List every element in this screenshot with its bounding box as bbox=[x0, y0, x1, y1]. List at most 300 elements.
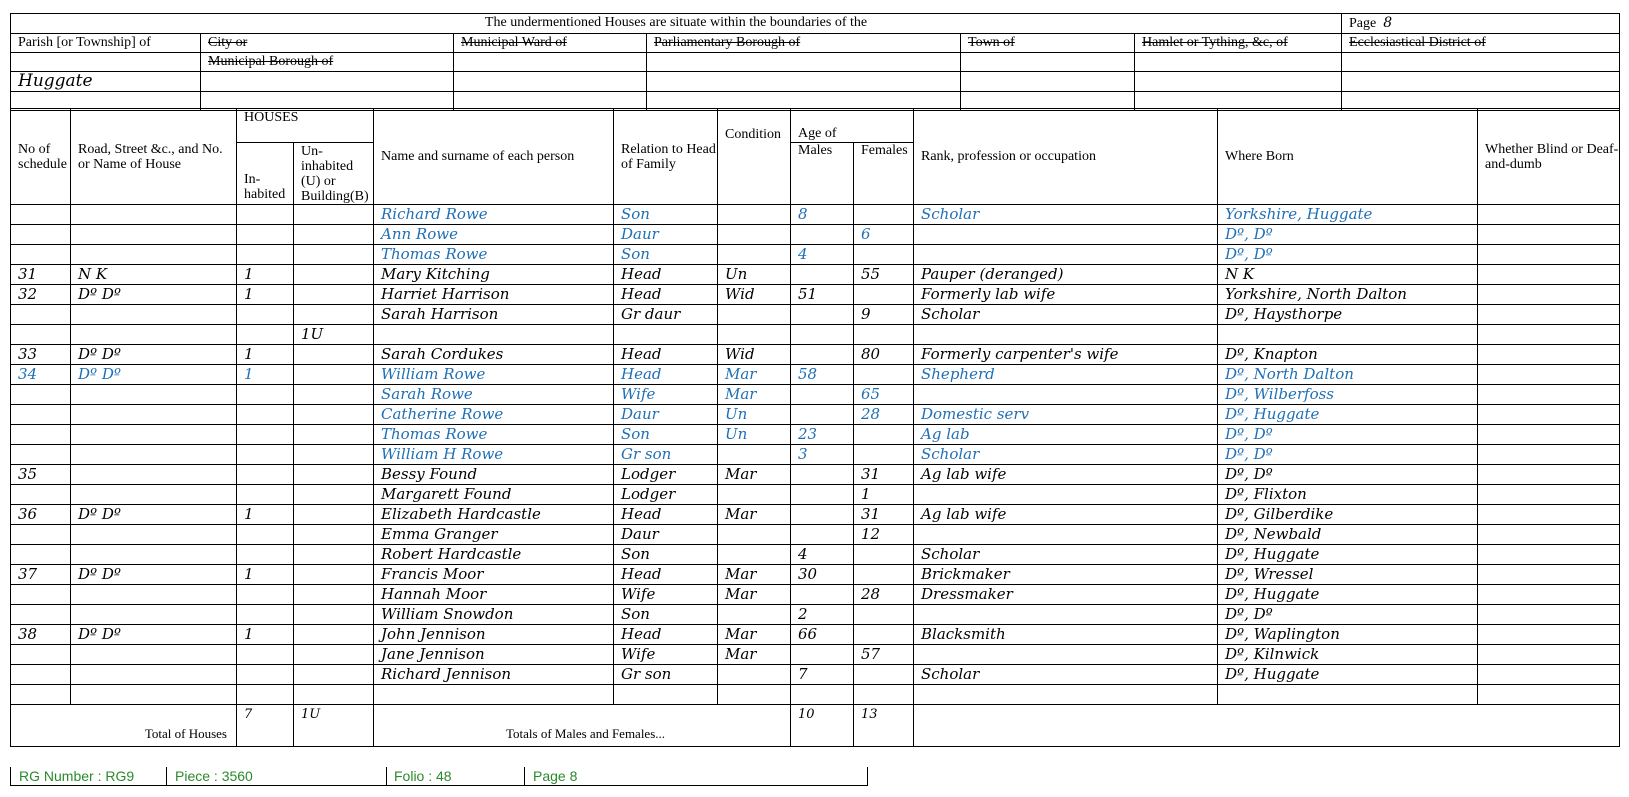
females-cell: 1 bbox=[854, 485, 914, 505]
hamlet-label: Hamlet or Tything, &c, of bbox=[1135, 34, 1342, 53]
blind-cell bbox=[1478, 585, 1620, 605]
blind-cell bbox=[1478, 625, 1620, 645]
footer-piece: Piece : 3560 bbox=[175, 768, 253, 784]
females-cell bbox=[854, 665, 914, 685]
males-cell: 8 bbox=[791, 205, 854, 225]
table-row bbox=[11, 685, 1620, 705]
birthplace-cell: Dº, Huggate bbox=[1218, 665, 1478, 685]
uninhabited-cell bbox=[294, 345, 374, 365]
total-uninhabited: 1U bbox=[294, 705, 374, 747]
schedule-cell: 38 bbox=[11, 625, 71, 645]
condition-cell: Mar bbox=[718, 645, 791, 665]
birthplace-cell: Dº, Wressel bbox=[1218, 565, 1478, 585]
uninhabited-cell bbox=[294, 305, 374, 325]
inhabited-cell bbox=[237, 205, 294, 225]
relation-cell: Head bbox=[614, 625, 718, 645]
relation-cell: Head bbox=[614, 265, 718, 285]
name-cell: Sarah Harrison bbox=[374, 305, 614, 325]
females-cell bbox=[854, 685, 914, 705]
birthplace-cell: Dº, North Dalton bbox=[1218, 365, 1478, 385]
col-name: Name and surname of each person bbox=[374, 109, 614, 205]
blind-cell bbox=[1478, 465, 1620, 485]
condition-cell bbox=[718, 685, 791, 705]
col-relation: Relation to Head of Family bbox=[614, 109, 718, 205]
males-cell: 58 bbox=[791, 365, 854, 385]
females-cell bbox=[854, 625, 914, 645]
birthplace-cell: Dº, Waplington bbox=[1218, 625, 1478, 645]
males-cell bbox=[791, 265, 854, 285]
blind-cell bbox=[1478, 665, 1620, 685]
birthplace-cell: Dº, Dº bbox=[1218, 245, 1478, 265]
condition-cell bbox=[718, 325, 791, 345]
birthplace-cell: Dº, Kilnwick bbox=[1218, 645, 1478, 665]
uninhabited-cell bbox=[294, 425, 374, 445]
schedule-cell bbox=[11, 645, 71, 665]
females-cell bbox=[854, 365, 914, 385]
reference-footer bbox=[10, 767, 868, 786]
road-cell: Dº Dº bbox=[71, 625, 237, 645]
occupation-cell: Formerly carpenter's wife bbox=[914, 345, 1218, 365]
condition-cell: Wid bbox=[718, 345, 791, 365]
females-cell: 80 bbox=[854, 345, 914, 365]
ecclesiastical-label: Ecclesiastical District of bbox=[1342, 34, 1620, 53]
table-row bbox=[11, 325, 1620, 345]
condition-cell: Mar bbox=[718, 385, 791, 405]
blind-cell bbox=[1478, 425, 1620, 445]
total-males: 10 bbox=[791, 705, 854, 747]
birthplace-cell: Dº, Dº bbox=[1218, 425, 1478, 445]
table-row bbox=[11, 545, 1620, 565]
page-label-cell bbox=[1342, 14, 1620, 34]
schedule-cell bbox=[11, 585, 71, 605]
birthplace-cell: Yorkshire, North Dalton bbox=[1218, 285, 1478, 305]
table-row bbox=[11, 345, 1620, 365]
females-cell: 9 bbox=[854, 305, 914, 325]
blind-cell bbox=[1478, 485, 1620, 505]
condition-cell bbox=[718, 545, 791, 565]
birthplace-cell bbox=[1218, 685, 1478, 705]
table-row bbox=[11, 265, 1620, 285]
condition-cell: Mar bbox=[718, 365, 791, 385]
birthplace-cell: Dº, Dº bbox=[1218, 605, 1478, 625]
condition-cell: Mar bbox=[718, 585, 791, 605]
uninhabited-cell bbox=[294, 565, 374, 585]
males-cell: 30 bbox=[791, 565, 854, 585]
road-cell: N K bbox=[71, 265, 237, 285]
schedule-cell: 36 bbox=[11, 505, 71, 525]
town-label: Town of bbox=[961, 34, 1135, 53]
road-cell bbox=[71, 405, 237, 425]
name-cell: Margarett Found bbox=[374, 485, 614, 505]
boundaries-intro: The undermentioned Houses are situate within the boundaries of the bbox=[11, 14, 1342, 34]
relation-cell: Head bbox=[614, 345, 718, 365]
birthplace-cell: Dº, Dº bbox=[1218, 465, 1478, 485]
name-cell: Sarah Rowe bbox=[374, 385, 614, 405]
col-males: Males bbox=[791, 143, 854, 205]
males-cell: 4 bbox=[791, 545, 854, 565]
females-cell: 31 bbox=[854, 465, 914, 485]
inhabited-cell bbox=[237, 685, 294, 705]
name-cell: Ann Rowe bbox=[374, 225, 614, 245]
inhabited-cell: 1 bbox=[237, 285, 294, 305]
blind-cell bbox=[1478, 525, 1620, 545]
road-cell bbox=[71, 385, 237, 405]
total-females: 13 bbox=[854, 705, 914, 747]
name-cell: Harriet Harrison bbox=[374, 285, 614, 305]
schedule-cell bbox=[11, 205, 71, 225]
inhabited-cell bbox=[237, 445, 294, 465]
males-cell: 2 bbox=[791, 605, 854, 625]
road-cell bbox=[71, 585, 237, 605]
occupation-cell: Blacksmith bbox=[914, 625, 1218, 645]
occupation-cell: Formerly lab wife bbox=[914, 285, 1218, 305]
males-cell bbox=[791, 525, 854, 545]
schedule-cell bbox=[11, 325, 71, 345]
uninhabited-cell bbox=[294, 485, 374, 505]
footer-folio: Folio : 48 bbox=[394, 768, 452, 784]
table-row bbox=[11, 385, 1620, 405]
birthplace-cell bbox=[1218, 325, 1478, 345]
table-row bbox=[11, 285, 1620, 305]
females-cell: 57 bbox=[854, 645, 914, 665]
relation-cell: Son bbox=[614, 205, 718, 225]
table-row bbox=[11, 505, 1620, 525]
blind-cell bbox=[1478, 565, 1620, 585]
relation-cell: Son bbox=[614, 245, 718, 265]
birthplace-cell: Dº, Gilberdike bbox=[1218, 505, 1478, 525]
blind-cell bbox=[1478, 205, 1620, 225]
relation-cell: Head bbox=[614, 565, 718, 585]
blind-cell bbox=[1478, 365, 1620, 385]
schedule-cell bbox=[11, 485, 71, 505]
census-rows bbox=[11, 205, 1620, 705]
inhabited-cell bbox=[237, 305, 294, 325]
uninhabited-cell bbox=[294, 225, 374, 245]
uninhabited-cell bbox=[294, 625, 374, 645]
males-cell bbox=[791, 685, 854, 705]
males-cell: 66 bbox=[791, 625, 854, 645]
ward-label: Municipal Ward of bbox=[454, 34, 647, 53]
uninhabited-cell bbox=[294, 365, 374, 385]
table-row bbox=[11, 465, 1620, 485]
uninhabited-cell bbox=[294, 665, 374, 685]
birthplace-cell: Dº, Haysthorpe bbox=[1218, 305, 1478, 325]
birthplace-cell: Dº, Newbald bbox=[1218, 525, 1478, 545]
uninhabited-cell bbox=[294, 545, 374, 565]
males-cell: 23 bbox=[791, 425, 854, 445]
name-cell: Bessy Found bbox=[374, 465, 614, 485]
birthplace-cell: N K bbox=[1218, 265, 1478, 285]
relation-cell: Head bbox=[614, 505, 718, 525]
females-cell bbox=[854, 205, 914, 225]
municipal-borough-label: Municipal Borough of bbox=[201, 53, 454, 72]
occupation-cell bbox=[914, 245, 1218, 265]
parish-label: Parish [or Township] of bbox=[11, 34, 201, 53]
females-cell bbox=[854, 285, 914, 305]
inhabited-cell: 1 bbox=[237, 505, 294, 525]
name-cell: William H Rowe bbox=[374, 445, 614, 465]
table-row bbox=[11, 205, 1620, 225]
road-cell: Dº Dº bbox=[71, 505, 237, 525]
schedule-cell bbox=[11, 305, 71, 325]
females-cell bbox=[854, 325, 914, 345]
males-cell bbox=[791, 645, 854, 665]
road-cell bbox=[71, 665, 237, 685]
road-cell bbox=[71, 645, 237, 665]
inhabited-cell bbox=[237, 385, 294, 405]
inhabited-cell bbox=[237, 325, 294, 345]
females-cell: 55 bbox=[854, 265, 914, 285]
condition-cell bbox=[718, 225, 791, 245]
uninhabited-cell bbox=[294, 445, 374, 465]
schedule-cell bbox=[11, 225, 71, 245]
inhabited-cell: 1 bbox=[237, 365, 294, 385]
relation-cell: Gr daur bbox=[614, 305, 718, 325]
occupation-cell: Scholar bbox=[914, 305, 1218, 325]
uninhabited-cell bbox=[294, 385, 374, 405]
schedule-cell bbox=[11, 245, 71, 265]
females-cell: 12 bbox=[854, 525, 914, 545]
uninhabited-cell bbox=[294, 525, 374, 545]
condition-cell: Un bbox=[718, 425, 791, 445]
relation-cell bbox=[614, 685, 718, 705]
females-cell bbox=[854, 425, 914, 445]
inhabited-cell: 1 bbox=[237, 625, 294, 645]
males-cell bbox=[791, 405, 854, 425]
name-cell: Emma Granger bbox=[374, 525, 614, 545]
schedule-cell bbox=[11, 525, 71, 545]
city-label: City or bbox=[201, 34, 454, 53]
condition-cell bbox=[718, 205, 791, 225]
schedule-cell bbox=[11, 385, 71, 405]
name-cell: Richard Rowe bbox=[374, 205, 614, 225]
schedule-cell bbox=[11, 425, 71, 445]
col-schedule: No of schedule bbox=[11, 109, 71, 205]
table-row bbox=[11, 405, 1620, 425]
relation-cell: Head bbox=[614, 285, 718, 305]
birthplace-cell: Dº, Dº bbox=[1218, 225, 1478, 245]
road-cell bbox=[71, 445, 237, 465]
col-houses: HOUSES bbox=[237, 109, 374, 143]
females-cell: 31 bbox=[854, 505, 914, 525]
census-table bbox=[10, 108, 1620, 747]
road-cell: Dº Dº bbox=[71, 365, 237, 385]
females-cell: 28 bbox=[854, 405, 914, 425]
schedule-cell bbox=[11, 445, 71, 465]
females-cell: 65 bbox=[854, 385, 914, 405]
name-cell: Elizabeth Hardcastle bbox=[374, 505, 614, 525]
schedule-cell bbox=[11, 605, 71, 625]
relation-cell: Daur bbox=[614, 525, 718, 545]
males-cell: 7 bbox=[791, 665, 854, 685]
name-cell: Mary Kitching bbox=[374, 265, 614, 285]
name-cell bbox=[374, 325, 614, 345]
males-cell bbox=[791, 225, 854, 245]
schedule-cell bbox=[11, 545, 71, 565]
table-row bbox=[11, 645, 1620, 665]
inhabited-cell bbox=[237, 485, 294, 505]
uninhabited-cell bbox=[294, 245, 374, 265]
blind-cell bbox=[1478, 245, 1620, 265]
col-uninhabited: Un-inhabited (U) or Building(B) bbox=[294, 143, 374, 205]
schedule-cell: 32 bbox=[11, 285, 71, 305]
uninhabited-cell bbox=[294, 585, 374, 605]
table-row bbox=[11, 525, 1620, 545]
total-houses-label: Total of Houses bbox=[11, 705, 237, 747]
col-condition: Condition bbox=[718, 109, 791, 205]
females-cell: 6 bbox=[854, 225, 914, 245]
condition-cell: Un bbox=[718, 265, 791, 285]
table-row bbox=[11, 605, 1620, 625]
inhabited-cell: 1 bbox=[237, 345, 294, 365]
birthplace-cell: Dº, Wilberfoss bbox=[1218, 385, 1478, 405]
condition-cell: Mar bbox=[718, 505, 791, 525]
table-row bbox=[11, 245, 1620, 265]
inhabited-cell bbox=[237, 425, 294, 445]
relation-cell: Son bbox=[614, 545, 718, 565]
table-row bbox=[11, 365, 1620, 385]
relation-cell: Son bbox=[614, 425, 718, 445]
males-cell: 3 bbox=[791, 445, 854, 465]
males-cell bbox=[791, 485, 854, 505]
inhabited-cell bbox=[237, 465, 294, 485]
name-cell: Thomas Rowe bbox=[374, 245, 614, 265]
schedule-cell: 37 bbox=[11, 565, 71, 585]
uninhabited-cell bbox=[294, 265, 374, 285]
uninhabited-cell bbox=[294, 605, 374, 625]
condition-cell bbox=[718, 245, 791, 265]
condition-cell bbox=[718, 665, 791, 685]
col-inhabited: In-habited bbox=[237, 143, 294, 205]
name-cell: William Snowdon bbox=[374, 605, 614, 625]
occupation-cell: Dressmaker bbox=[914, 585, 1218, 605]
footer-rg: RG Number : RG9 bbox=[19, 768, 135, 784]
occupation-cell: Ag lab bbox=[914, 425, 1218, 445]
males-cell bbox=[791, 325, 854, 345]
condition-cell: Mar bbox=[718, 625, 791, 645]
occupation-cell bbox=[914, 485, 1218, 505]
road-cell bbox=[71, 485, 237, 505]
road-cell: Dº Dº bbox=[71, 285, 237, 305]
table-row bbox=[11, 625, 1620, 645]
females-cell bbox=[854, 565, 914, 585]
inhabited-cell bbox=[237, 645, 294, 665]
blind-cell bbox=[1478, 645, 1620, 665]
relation-cell: Lodger bbox=[614, 465, 718, 485]
schedule-cell: 33 bbox=[11, 345, 71, 365]
condition-cell bbox=[718, 525, 791, 545]
col-occupation: Rank, profession or occupation bbox=[914, 109, 1218, 205]
road-cell bbox=[71, 605, 237, 625]
occupation-cell: Scholar bbox=[914, 445, 1218, 465]
footer-page: Page 8 bbox=[533, 768, 578, 784]
blind-cell bbox=[1478, 305, 1620, 325]
condition-cell bbox=[718, 305, 791, 325]
occupation-cell bbox=[914, 225, 1218, 245]
name-cell: Thomas Rowe bbox=[374, 425, 614, 445]
occupation-cell bbox=[914, 605, 1218, 625]
schedule-cell bbox=[11, 685, 71, 705]
relation-cell: Daur bbox=[614, 225, 718, 245]
col-road: Road, Street &c., and No. or Name of House bbox=[71, 109, 237, 205]
road-cell bbox=[71, 225, 237, 245]
uninhabited-cell bbox=[294, 645, 374, 665]
birthplace-cell: Dº, Dº bbox=[1218, 445, 1478, 465]
condition-cell: Wid bbox=[718, 285, 791, 305]
road-cell bbox=[71, 305, 237, 325]
col-females: Females bbox=[854, 143, 914, 205]
name-cell: William Rowe bbox=[374, 365, 614, 385]
birthplace-cell: Dº, Huggate bbox=[1218, 585, 1478, 605]
road-cell bbox=[71, 425, 237, 445]
col-age-of: Age of bbox=[791, 109, 914, 143]
name-cell: Jane Jennison bbox=[374, 645, 614, 665]
uninhabited-cell bbox=[294, 505, 374, 525]
inhabited-cell bbox=[237, 605, 294, 625]
males-cell bbox=[791, 505, 854, 525]
table-row bbox=[11, 485, 1620, 505]
name-cell: Sarah Cordukes bbox=[374, 345, 614, 365]
blind-cell bbox=[1478, 225, 1620, 245]
females-cell bbox=[854, 545, 914, 565]
occupation-cell: Ag lab wife bbox=[914, 505, 1218, 525]
blind-cell bbox=[1478, 685, 1620, 705]
inhabited-cell: 1 bbox=[237, 565, 294, 585]
condition-cell: Mar bbox=[718, 565, 791, 585]
inhabited-cell bbox=[237, 585, 294, 605]
inhabited-cell bbox=[237, 545, 294, 565]
relation-cell: Lodger bbox=[614, 485, 718, 505]
uninhabited-cell bbox=[294, 285, 374, 305]
relation-cell bbox=[614, 325, 718, 345]
males-cell bbox=[791, 385, 854, 405]
uninhabited-cell bbox=[294, 465, 374, 485]
name-cell: Robert Hardcastle bbox=[374, 545, 614, 565]
road-cell bbox=[71, 245, 237, 265]
occupation-cell bbox=[914, 685, 1218, 705]
parliamentary-label: Parliamentary Borough of bbox=[647, 34, 961, 53]
footer-divider bbox=[386, 767, 387, 785]
uninhabited-cell bbox=[294, 405, 374, 425]
uninhabited-cell bbox=[294, 685, 374, 705]
name-cell bbox=[374, 685, 614, 705]
relation-cell: Gr son bbox=[614, 665, 718, 685]
males-cell bbox=[791, 345, 854, 365]
road-cell bbox=[71, 325, 237, 345]
birthplace-cell: Dº, Huggate bbox=[1218, 545, 1478, 565]
inhabited-cell bbox=[237, 665, 294, 685]
schedule-cell: 31 bbox=[11, 265, 71, 285]
males-cell bbox=[791, 305, 854, 325]
birthplace-cell: Dº, Huggate bbox=[1218, 405, 1478, 425]
females-cell bbox=[854, 605, 914, 625]
males-cell: 51 bbox=[791, 285, 854, 305]
table-row bbox=[11, 565, 1620, 585]
road-cell bbox=[71, 525, 237, 545]
col-blind: Whether Blind or Deaf-and-dumb bbox=[1478, 109, 1620, 205]
schedule-cell bbox=[11, 405, 71, 425]
blind-cell bbox=[1478, 505, 1620, 525]
total-inhabited: 7 bbox=[237, 705, 294, 747]
blind-cell bbox=[1478, 445, 1620, 465]
blind-cell bbox=[1478, 405, 1620, 425]
males-cell: 4 bbox=[791, 245, 854, 265]
occupation-cell: Scholar bbox=[914, 545, 1218, 565]
table-row bbox=[11, 305, 1620, 325]
table-row bbox=[11, 445, 1620, 465]
birthplace-cell: Dº, Flixton bbox=[1218, 485, 1478, 505]
schedule-cell: 35 bbox=[11, 465, 71, 485]
